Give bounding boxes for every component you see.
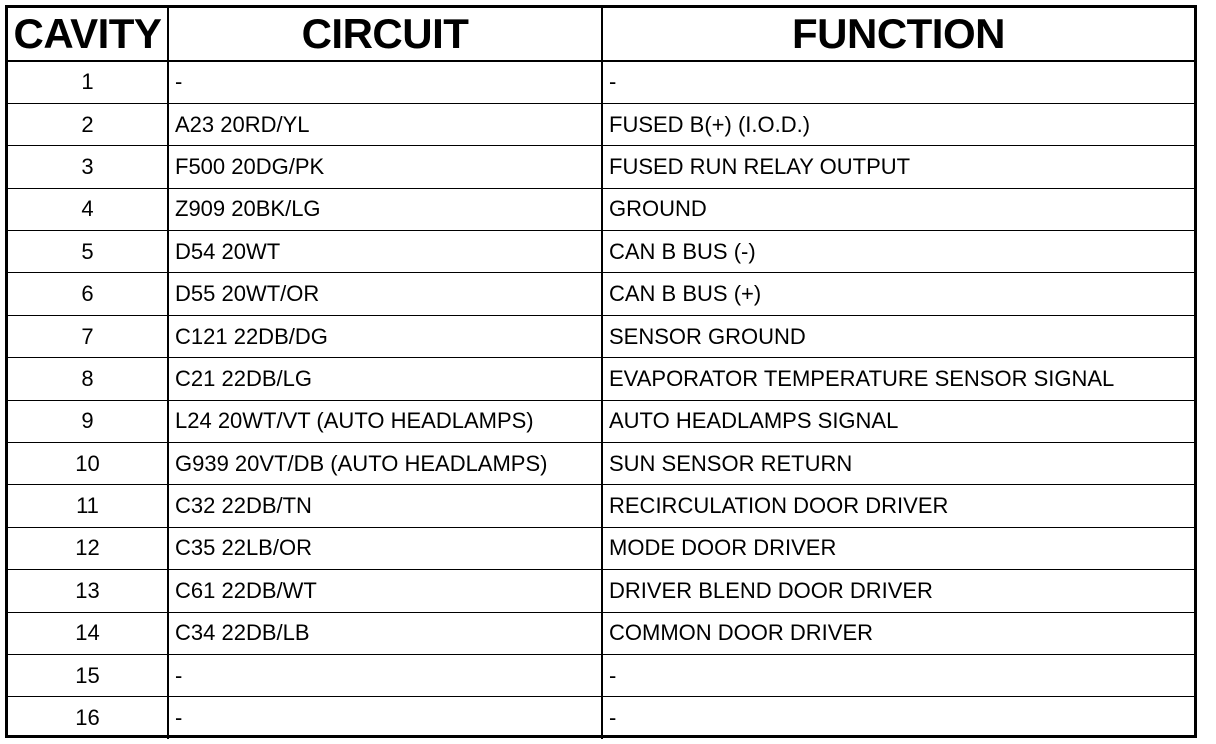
function-cell: FUSED B(+) (I.O.D.) bbox=[602, 103, 1194, 145]
function-cell: CAN B BUS (-) bbox=[602, 231, 1194, 273]
table-row bbox=[8, 103, 1194, 145]
cavity-cell: 3 bbox=[8, 146, 168, 188]
cavity-cell: 2 bbox=[8, 103, 168, 145]
function-cell: CAN B BUS (+) bbox=[602, 273, 1194, 315]
pinout-table bbox=[8, 8, 1194, 739]
cavity-cell: 4 bbox=[8, 188, 168, 230]
cavity-cell: 1 bbox=[8, 61, 168, 103]
table-row bbox=[8, 146, 1194, 188]
circuit-cell: - bbox=[168, 654, 602, 696]
function-cell: EVAPORATOR TEMPERATURE SENSOR SIGNAL bbox=[602, 358, 1194, 400]
function-cell: FUSED RUN RELAY OUTPUT bbox=[602, 146, 1194, 188]
circuit-cell: - bbox=[168, 61, 602, 103]
cavity-cell: 15 bbox=[8, 654, 168, 696]
function-cell: RECIRCULATION DOOR DRIVER bbox=[602, 485, 1194, 527]
function-cell: COMMON DOOR DRIVER bbox=[602, 612, 1194, 654]
table-row bbox=[8, 358, 1194, 400]
table-row bbox=[8, 315, 1194, 357]
function-cell: MODE DOOR DRIVER bbox=[602, 527, 1194, 569]
table-row bbox=[8, 697, 1194, 739]
cavity-cell: 13 bbox=[8, 570, 168, 612]
table-row bbox=[8, 570, 1194, 612]
function-cell: DRIVER BLEND DOOR DRIVER bbox=[602, 570, 1194, 612]
table-row bbox=[8, 231, 1194, 273]
table-row bbox=[8, 61, 1194, 103]
cavity-cell: 8 bbox=[8, 358, 168, 400]
cavity-cell: 6 bbox=[8, 273, 168, 315]
table-row bbox=[8, 654, 1194, 696]
function-cell: - bbox=[602, 697, 1194, 739]
circuit-header: CIRCUIT bbox=[168, 8, 602, 61]
circuit-cell: C21 22DB/LG bbox=[168, 358, 602, 400]
cavity-cell: 5 bbox=[8, 231, 168, 273]
circuit-cell: G939 20VT/DB (AUTO HEADLAMPS) bbox=[168, 443, 602, 485]
circuit-cell: C61 22DB/WT bbox=[168, 570, 602, 612]
function-header: FUNCTION bbox=[602, 8, 1194, 61]
connector-pinout-table bbox=[5, 5, 1197, 738]
table-row bbox=[8, 612, 1194, 654]
circuit-cell: C121 22DB/DG bbox=[168, 315, 602, 357]
table-row bbox=[8, 400, 1194, 442]
cavity-cell: 11 bbox=[8, 485, 168, 527]
circuit-cell: - bbox=[168, 697, 602, 739]
cavity-cell: 7 bbox=[8, 315, 168, 357]
table-row bbox=[8, 527, 1194, 569]
function-cell: SENSOR GROUND bbox=[602, 315, 1194, 357]
cavity-cell: 9 bbox=[8, 400, 168, 442]
function-cell: GROUND bbox=[602, 188, 1194, 230]
table-row bbox=[8, 273, 1194, 315]
table-row bbox=[8, 485, 1194, 527]
circuit-cell: A23 20RD/YL bbox=[168, 103, 602, 145]
table-row bbox=[8, 443, 1194, 485]
circuit-cell: D55 20WT/OR bbox=[168, 273, 602, 315]
cavity-cell: 12 bbox=[8, 527, 168, 569]
header-row bbox=[8, 8, 1194, 61]
table-body bbox=[8, 61, 1194, 739]
table-row bbox=[8, 188, 1194, 230]
circuit-cell: C32 22DB/TN bbox=[168, 485, 602, 527]
circuit-cell: Z909 20BK/LG bbox=[168, 188, 602, 230]
function-cell: SUN SENSOR RETURN bbox=[602, 443, 1194, 485]
function-cell: - bbox=[602, 61, 1194, 103]
function-cell: AUTO HEADLAMPS SIGNAL bbox=[602, 400, 1194, 442]
circuit-cell: C35 22LB/OR bbox=[168, 527, 602, 569]
circuit-cell: F500 20DG/PK bbox=[168, 146, 602, 188]
circuit-cell: D54 20WT bbox=[168, 231, 602, 273]
circuit-cell: L24 20WT/VT (AUTO HEADLAMPS) bbox=[168, 400, 602, 442]
function-cell: - bbox=[602, 654, 1194, 696]
cavity-cell: 10 bbox=[8, 443, 168, 485]
cavity-cell: 16 bbox=[8, 697, 168, 739]
cavity-header: CAVITY bbox=[8, 8, 168, 61]
cavity-cell: 14 bbox=[8, 612, 168, 654]
circuit-cell: C34 22DB/LB bbox=[168, 612, 602, 654]
